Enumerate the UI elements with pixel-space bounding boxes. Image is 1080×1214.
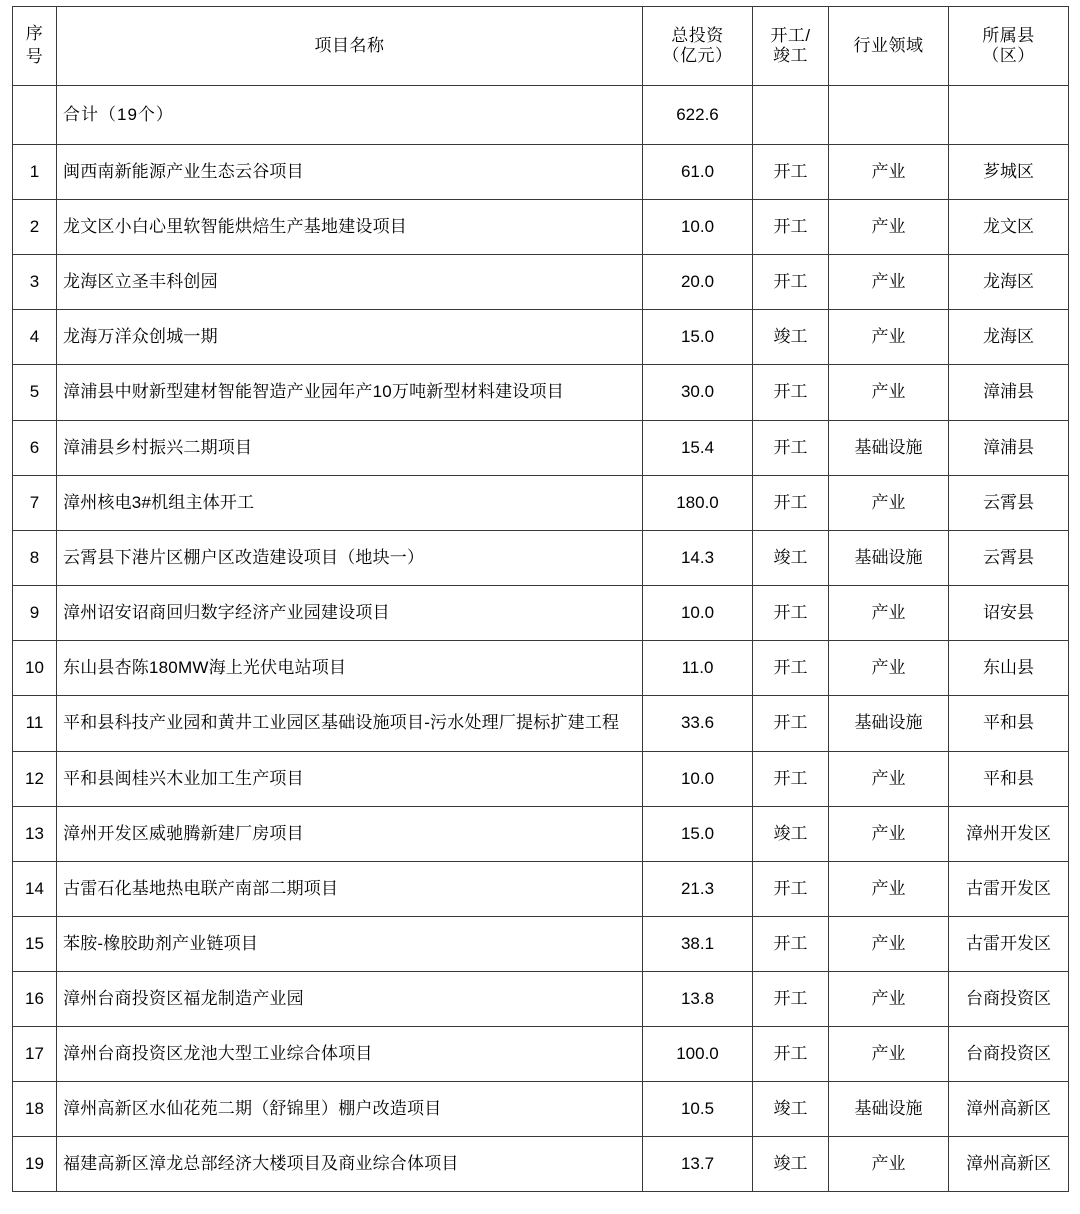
row-status: 开工 [753,365,829,421]
row-index: 6 [13,421,57,476]
row-status: 开工 [753,641,829,696]
row-index: 4 [13,310,57,365]
row-investment: 13.8 [643,972,753,1027]
row-name: 苯胺-橡胶助剂产业链项目 [57,917,643,972]
table-row [13,365,1069,421]
projects-table [12,6,1069,1192]
column-header-status-line2: 竣工 [773,46,808,65]
row-name: 古雷石化基地热电联产南部二期项目 [57,862,643,917]
row-field: 产业 [829,200,949,255]
row-status: 开工 [753,586,829,641]
row-name: 漳州开发区威驰腾新建厂房项目 [57,807,643,862]
row-investment: 33.6 [643,696,753,752]
column-header-area-line1: 所属县 [982,25,1035,45]
column-header-name: 项目名称 [57,7,643,86]
column-header-status-line1: 开工/ [770,25,811,45]
total-label-cell: 合计（19个） [57,86,643,145]
row-index: 19 [13,1137,57,1192]
row-name: 云霄县下港片区棚户区改造建设项目（地块一） [57,531,643,586]
row-area: 平和县 [949,752,1069,807]
row-name: 漳浦县乡村振兴二期项目 [57,421,643,476]
row-field: 产业 [829,365,949,421]
row-field: 产业 [829,862,949,917]
row-name: 龙海区立圣丰科创园 [57,255,643,310]
row-field: 产业 [829,752,949,807]
table-row [13,752,1069,807]
row-index: 7 [13,476,57,531]
table-row [13,917,1069,972]
row-investment: 30.0 [643,365,753,421]
row-field: 基础设施 [829,696,949,752]
table-row [13,1027,1069,1082]
row-area: 东山县 [949,641,1069,696]
row-name: 漳浦县中财新型建材智能智造产业园年产10万吨新型材料建设项目 [57,365,643,421]
row-status: 开工 [753,917,829,972]
row-field: 产业 [829,310,949,365]
row-investment: 10.0 [643,752,753,807]
column-header-area-line2: （区） [982,46,1035,65]
column-header-status [753,7,829,86]
column-header-investment-line2: （亿元） [662,46,733,65]
row-area: 龙文区 [949,200,1069,255]
row-status: 竣工 [753,1137,829,1192]
row-index: 1 [13,145,57,200]
row-area: 龙海区 [949,310,1069,365]
table-body [13,86,1069,1192]
row-name: 福建高新区漳龙总部经济大楼项目及商业综合体项目 [57,1137,643,1192]
row-investment: 15.4 [643,421,753,476]
row-name: 龙文区小白心里软智能烘焙生产基地建设项目 [57,200,643,255]
row-status: 竣工 [753,807,829,862]
row-index: 12 [13,752,57,807]
table-row [13,696,1069,752]
total-investment-cell: 622.6 [643,86,753,145]
row-name: 闽西南新能源产业生态云谷项目 [57,145,643,200]
row-index: 3 [13,255,57,310]
row-field: 产业 [829,476,949,531]
row-index: 18 [13,1082,57,1137]
total-status-cell [753,86,829,145]
header-row [13,7,1069,86]
row-field: 产业 [829,1027,949,1082]
row-area: 漳州开发区 [949,807,1069,862]
row-area: 台商投资区 [949,972,1069,1027]
row-index: 2 [13,200,57,255]
row-field: 产业 [829,145,949,200]
row-name: 漳州核电3#机组主体开工 [57,476,643,531]
table-row [13,1082,1069,1137]
row-name: 东山县杏陈180MW海上光伏电站项目 [57,641,643,696]
row-status: 开工 [753,972,829,1027]
table-row [13,972,1069,1027]
row-status: 竣工 [753,531,829,586]
row-status: 开工 [753,862,829,917]
row-status: 竣工 [753,1082,829,1137]
row-area: 芗城区 [949,145,1069,200]
table-row [13,862,1069,917]
column-header-index: 序号 [13,7,57,86]
row-status: 开工 [753,696,829,752]
row-field: 产业 [829,807,949,862]
row-name: 漳州高新区水仙花苑二期（舒锦里）棚户改造项目 [57,1082,643,1137]
row-area: 台商投资区 [949,1027,1069,1082]
column-header-area [949,7,1069,86]
row-field: 基础设施 [829,531,949,586]
table-row [13,1137,1069,1192]
row-investment: 21.3 [643,862,753,917]
row-field: 产业 [829,972,949,1027]
table-row [13,200,1069,255]
table-row [13,476,1069,531]
row-area: 漳浦县 [949,421,1069,476]
row-area: 古雷开发区 [949,917,1069,972]
row-area: 漳浦县 [949,365,1069,421]
total-field-cell [829,86,949,145]
row-name: 漳州诏安诏商回归数字经济产业园建设项目 [57,586,643,641]
row-investment: 180.0 [643,476,753,531]
row-area: 平和县 [949,696,1069,752]
row-index: 16 [13,972,57,1027]
row-field: 产业 [829,255,949,310]
row-status: 开工 [753,752,829,807]
row-investment: 11.0 [643,641,753,696]
total-index-cell [13,86,57,145]
row-index: 14 [13,862,57,917]
row-investment: 10.0 [643,200,753,255]
row-area: 古雷开发区 [949,862,1069,917]
row-index: 10 [13,641,57,696]
row-investment: 15.0 [643,807,753,862]
row-investment: 10.0 [643,586,753,641]
table-header [13,7,1069,86]
table-row [13,641,1069,696]
row-status: 开工 [753,476,829,531]
row-name: 平和县闽桂兴木业加工生产项目 [57,752,643,807]
table-row [13,255,1069,310]
table-row [13,807,1069,862]
row-index: 5 [13,365,57,421]
row-index: 13 [13,807,57,862]
row-investment: 20.0 [643,255,753,310]
row-index: 9 [13,586,57,641]
table-row [13,531,1069,586]
row-status: 开工 [753,421,829,476]
column-header-investment [643,7,753,86]
table-row [13,586,1069,641]
row-status: 开工 [753,200,829,255]
row-area: 诏安县 [949,586,1069,641]
table-row [13,421,1069,476]
table-row [13,310,1069,365]
row-investment: 14.3 [643,531,753,586]
table-row [13,145,1069,200]
row-investment: 13.7 [643,1137,753,1192]
row-name: 龙海万洋众创城一期 [57,310,643,365]
row-field: 产业 [829,641,949,696]
row-area: 龙海区 [949,255,1069,310]
row-field: 产业 [829,1137,949,1192]
total-area-cell [949,86,1069,145]
column-header-investment-line1: 总投资 [671,25,724,45]
row-field: 基础设施 [829,1082,949,1137]
row-investment: 61.0 [643,145,753,200]
row-area: 云霄县 [949,531,1069,586]
row-index: 17 [13,1027,57,1082]
row-investment: 38.1 [643,917,753,972]
row-index: 11 [13,696,57,752]
row-status: 竣工 [753,310,829,365]
row-area: 云霄县 [949,476,1069,531]
row-index: 15 [13,917,57,972]
total-row [13,86,1069,145]
row-field: 产业 [829,917,949,972]
row-status: 开工 [753,1027,829,1082]
row-area: 漳州高新区 [949,1082,1069,1137]
row-investment: 15.0 [643,310,753,365]
row-field: 产业 [829,586,949,641]
row-name: 平和县科技产业园和黄井工业园区基础设施项目-污水处理厂提标扩建工程 [57,696,643,752]
row-name: 漳州台商投资区龙池大型工业综合体项目 [57,1027,643,1082]
row-field: 基础设施 [829,421,949,476]
row-investment: 100.0 [643,1027,753,1082]
row-investment: 10.5 [643,1082,753,1137]
row-status: 开工 [753,255,829,310]
row-area: 漳州高新区 [949,1137,1069,1192]
row-index: 8 [13,531,57,586]
row-name: 漳州台商投资区福龙制造产业园 [57,972,643,1027]
row-status: 开工 [753,145,829,200]
column-header-field: 行业领域 [829,7,949,86]
